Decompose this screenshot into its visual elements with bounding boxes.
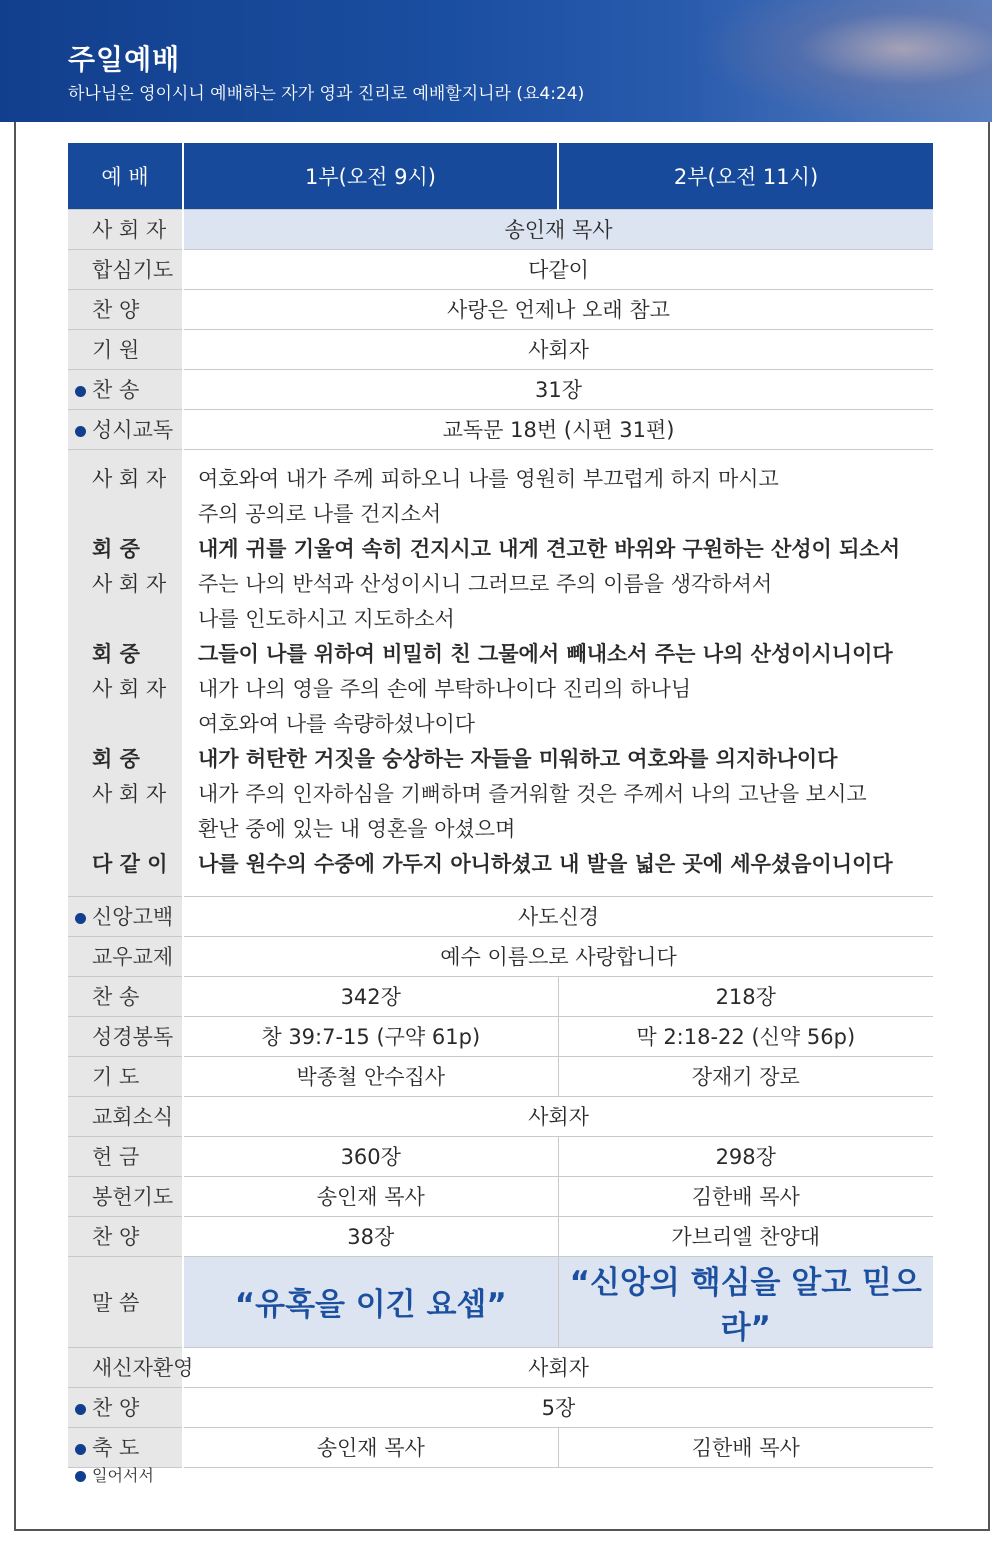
reading-speaker: 다 같 이 <box>92 851 168 876</box>
header-service-2: 2부(오전 11시) <box>558 143 933 209</box>
row-value: 예수 이름으로 사랑합니다 <box>183 936 933 976</box>
table-row <box>68 936 933 976</box>
page-title: 주일예배 <box>68 43 181 76</box>
reading-line: 여호와여 내가 주께 피하오니 나를 영원히 부끄럽게 하지 마시고 <box>198 466 779 491</box>
reading-line: 내가 나의 영을 주의 손에 부탁하나이다 진리의 하나님 <box>198 676 692 701</box>
sermon-title-service-2: “신앙의 핵심을 알고 믿으라” <box>558 1256 933 1347</box>
table-row <box>68 369 933 409</box>
row-label-text: 찬 양 <box>92 1396 140 1420</box>
row-label <box>68 369 183 409</box>
row-value-service-1: 360장 <box>183 1136 558 1176</box>
responsive-texts <box>183 449 933 896</box>
header-service-1: 1부(오전 9시) <box>183 143 558 209</box>
table-row <box>68 1056 933 1096</box>
reading-speaker <box>92 602 182 637</box>
reading-line: 나를 인도하시고 지도하소서 <box>198 606 455 631</box>
row-label: 말 씀 <box>68 1256 183 1347</box>
row-label-text: 축 도 <box>92 1436 140 1460</box>
row-value-service-2: 김한배 목사 <box>558 1427 933 1467</box>
header-label: 예 배 <box>68 143 183 209</box>
standing-dot-icon <box>75 386 86 397</box>
table-row <box>68 1347 933 1387</box>
row-value: 사회자 <box>183 1347 933 1387</box>
row-value: 5장 <box>183 1387 933 1427</box>
standing-dot-icon <box>75 1404 86 1415</box>
row-label: 사 회 자 <box>68 209 183 249</box>
responsive-speakers <box>68 449 183 896</box>
standing-dot-icon <box>75 426 86 437</box>
row-value-service-1: 창 39:7-15 (구약 61p) <box>183 1016 558 1056</box>
table-row <box>68 249 933 289</box>
row-value: 사랑은 언제나 오래 참고 <box>183 289 933 329</box>
row-label: 찬 송 <box>68 976 183 1016</box>
responsive-reading-block <box>68 449 933 896</box>
row-label <box>68 1387 183 1427</box>
reading-line: 환난 중에 있는 내 영혼을 아셨으며 <box>198 816 516 841</box>
standing-dot-icon <box>75 913 86 924</box>
row-value-service-2: 가브리엘 찬양대 <box>558 1216 933 1256</box>
reading-line: 내가 주의 인자하심을 기뻐하며 즐거워할 것은 주께서 나의 고난을 보시고 <box>198 781 867 806</box>
table-row <box>68 976 933 1016</box>
row-value-service-2: 218장 <box>558 976 933 1016</box>
row-value: 다같이 <box>183 249 933 289</box>
row-value: 31장 <box>183 369 933 409</box>
sermon-row <box>68 1256 933 1347</box>
row-label: 교회소식 <box>68 1096 183 1136</box>
table-header-row <box>68 143 933 209</box>
praying-hands-image <box>692 0 992 122</box>
page-header <box>0 0 992 122</box>
reading-speaker: 회 중 <box>92 746 140 771</box>
standing-dot-icon <box>75 1444 86 1455</box>
table-row <box>68 1136 933 1176</box>
reading-line: 나를 원수의 수중에 가두지 아니하셨고 내 발을 넓은 곳에 세우셨음이니이다 <box>198 851 893 876</box>
table-row <box>68 1427 933 1467</box>
row-value-service-2: 298장 <box>558 1136 933 1176</box>
table-row <box>68 1096 933 1136</box>
row-value: 송인재 목사 <box>183 209 933 249</box>
row-label: 기 원 <box>68 329 183 369</box>
reading-speaker: 사 회 자 <box>92 571 167 596</box>
table-row <box>68 209 933 249</box>
row-label: 기 도 <box>68 1056 183 1096</box>
row-value: 사도신경 <box>183 896 933 936</box>
reading-line: 내가 허탄한 거짓을 숭상하는 자들을 미워하고 여호와를 의지하나이다 <box>198 746 838 771</box>
sermon-title-service-1: “유혹을 이긴 요셉” <box>183 1256 558 1347</box>
row-value: 교독문 18번 (시편 31편) <box>183 409 933 449</box>
standing-dot-icon <box>75 1471 86 1482</box>
row-label: 찬 양 <box>68 1216 183 1256</box>
row-value-service-2: 김한배 목사 <box>558 1176 933 1216</box>
row-label: 성경봉독 <box>68 1016 183 1056</box>
row-label <box>68 896 183 936</box>
row-value-service-1: 38장 <box>183 1216 558 1256</box>
table-row <box>68 1176 933 1216</box>
row-value: 사회자 <box>183 329 933 369</box>
row-label-text: 찬 송 <box>92 378 140 402</box>
row-label: 헌 금 <box>68 1136 183 1176</box>
table-row <box>68 289 933 329</box>
table-row <box>68 1387 933 1427</box>
reading-line: 주의 공의로 나를 건지소서 <box>198 501 442 526</box>
reading-speaker: 회 중 <box>92 536 140 561</box>
row-value: 사회자 <box>183 1096 933 1136</box>
footnote-text: 일어서서 <box>92 1466 154 1485</box>
row-label: 새신자환영 <box>68 1347 183 1387</box>
reading-speaker <box>92 707 182 742</box>
row-label-text: 성시교독 <box>92 418 174 442</box>
reading-line: 내게 귀를 기울여 속히 건지시고 내게 견고한 바위와 구원하는 산성이 되소서 <box>198 536 900 561</box>
table-row <box>68 1016 933 1056</box>
row-label <box>68 409 183 449</box>
reading-line: 주는 나의 반석과 산성이시니 그러므로 주의 이름을 생각하셔서 <box>198 571 773 596</box>
row-label: 교우교제 <box>68 936 183 976</box>
reading-speaker: 사 회 자 <box>92 676 167 701</box>
reading-speaker: 사 회 자 <box>92 466 167 491</box>
table-row <box>68 1216 933 1256</box>
row-value-service-1: 송인재 목사 <box>183 1427 558 1467</box>
worship-order-table <box>68 143 933 1468</box>
row-label: 찬 양 <box>68 289 183 329</box>
page-subtitle: 하나님은 영이시니 예배하는 자가 영과 진리로 예배할지니라 (요4:24) <box>68 84 585 104</box>
table-row <box>68 329 933 369</box>
row-label-text: 신앙고백 <box>92 905 174 929</box>
row-value-service-1: 송인재 목사 <box>183 1176 558 1216</box>
reading-line: 그들이 나를 위하여 비밀히 친 그물에서 빼내소서 주는 나의 산성이시니이다 <box>198 641 893 666</box>
row-value-service-2: 장재기 장로 <box>558 1056 933 1096</box>
reading-speaker <box>92 812 182 847</box>
row-value-service-1: 342장 <box>183 976 558 1016</box>
reading-speaker: 사 회 자 <box>92 781 167 806</box>
row-value-service-2: 막 2:18-22 (신약 56p) <box>558 1016 933 1056</box>
reading-speaker <box>92 497 182 532</box>
reading-speaker: 회 중 <box>92 641 140 666</box>
standing-footnote <box>75 1463 154 1486</box>
row-label: 합심기도 <box>68 249 183 289</box>
row-label <box>68 1427 183 1467</box>
table-row <box>68 409 933 449</box>
row-value-service-1: 박종철 안수집사 <box>183 1056 558 1096</box>
table-row <box>68 896 933 936</box>
row-label: 봉헌기도 <box>68 1176 183 1216</box>
reading-line: 여호와여 나를 속량하셨나이다 <box>198 711 476 736</box>
